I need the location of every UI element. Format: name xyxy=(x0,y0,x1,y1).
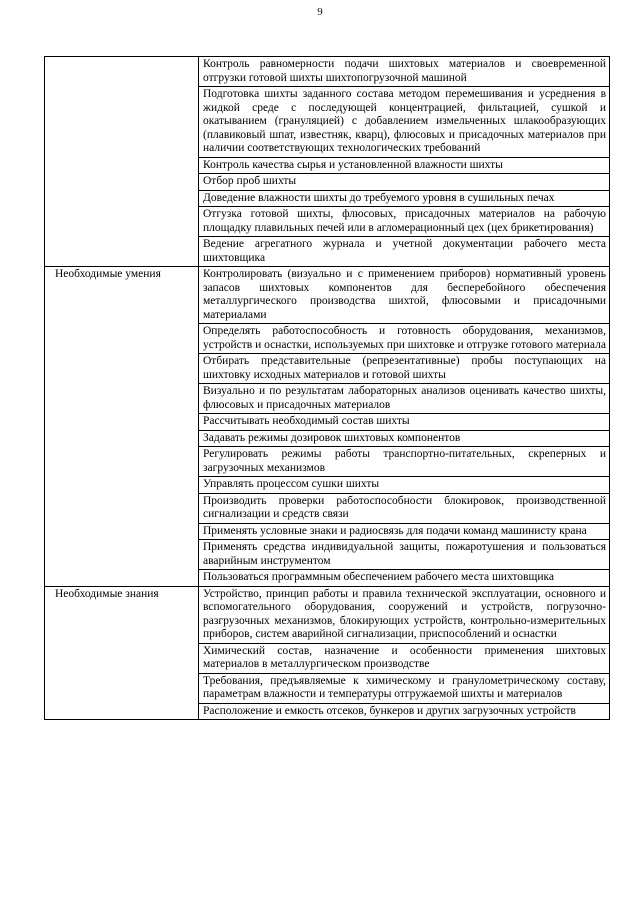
requirement-cell: Рассчитывать необходимый состав шихты xyxy=(199,414,610,431)
requirement-cell: Требования, предъявляемые к химическому и гранулометрическому составу, параметрам влажности и температуры отгружаемой шихты и материалов xyxy=(199,673,610,703)
page-number: 9 xyxy=(317,6,323,18)
requirement-cell: Определять работоспособность и готовность оборудования, механизмов, устройств и оснастки, используемых при шихтовке и отгрузке готового материала xyxy=(199,324,610,354)
requirement-cell: Применять средства индивидуальной защиты, пожаротушения и пользоваться аварийным инструментом xyxy=(199,540,610,570)
requirement-cell: Отгузка готовой шихты, флюсовых, присадочных материалов на рабочую площадку плавильных печей или в агломерационный цех (цех брикетирования) xyxy=(199,207,610,237)
table-row xyxy=(45,586,610,643)
requirements-table xyxy=(44,56,610,720)
requirement-cell: Контроль качества сырья и установленной влажности шихты xyxy=(199,157,610,174)
table-row xyxy=(45,267,610,324)
requirement-cell: Доведение влажности шихты до требуемого уровня в сушильных печах xyxy=(199,190,610,207)
requirement-cell: Ведение агрегатного журнала и учетной документации рабочего места шихтовщика xyxy=(199,237,610,267)
requirement-cell: Отбирать представительные (репрезентативные) пробы поступающих на шихтовку исходных материалов и готовой шихты xyxy=(199,354,610,384)
requirement-cell: Отбор проб шихты xyxy=(199,174,610,191)
requirements-table-body xyxy=(45,57,610,720)
requirement-cell: Визуально и по результатам лабораторных анализов оценивать качество шихты, флюсовых и присадочных материалов xyxy=(199,384,610,414)
requirement-cell: Производить проверки работоспособности блокировок, производственной сигнализации и средств связи xyxy=(199,493,610,523)
section-label: Необходимые знания xyxy=(45,586,199,720)
requirement-cell: Подготовка шихты заданного состава методом перемешивания и усреднения в жидкой среде с последующей концентрацией, фильтацией, сушкой и окатыванием (грануляцией) с добавлением измельченных шлакообразующих (плавиковый шпат, известняк, кварц), флюсовых и присадочных материалов при наличии соответствующих технологических требований xyxy=(199,87,610,158)
requirement-cell: Управлять процессом сушки шихты xyxy=(199,477,610,494)
requirement-cell: Контролировать (визуально и с применением приборов) нормативный уровень запасов шихтовых компонентов для бесперебойного обеспечения металлургического производства шихтой, флюсовыми и присадочными материалами xyxy=(199,267,610,324)
requirement-cell: Задавать режимы дозировок шихтовых компонентов xyxy=(199,430,610,447)
table-row xyxy=(45,57,610,87)
requirement-cell: Контроль равномерности подачи шихтовых материалов и своевременной отгрузки готовой шихты шихтопогрузочной машиной xyxy=(199,57,610,87)
requirement-cell: Применять условные знаки и радиосвязь для подачи команд машинисту крана xyxy=(199,523,610,540)
section-label xyxy=(45,57,199,267)
requirement-cell: Расположение и емкость отсеков, бункеров и других загрузочных устройств xyxy=(199,703,610,720)
requirement-cell: Устройство, принцип работы и правила технической эксплуатации, основного и вспомогательного оборудования, сооружений и устройств, погрузочно-разгрузочных механизмов, блокирующих устройств, контрольно-измерительных приборов, систем аварийной сигнализации, приспособлений и оснастки xyxy=(199,586,610,643)
requirement-cell: Регулировать режимы работы транспортно-питательных, скреперных и загрузочных механизмов xyxy=(199,447,610,477)
requirement-cell: Химический состав, назначение и особенности применения шихтовых материалов в металлургическом производстве xyxy=(199,643,610,673)
requirement-cell: Пользоваться программным обеспечением рабочего места шихтовщика xyxy=(199,570,610,587)
section-label: Необходимые умения xyxy=(45,267,199,587)
